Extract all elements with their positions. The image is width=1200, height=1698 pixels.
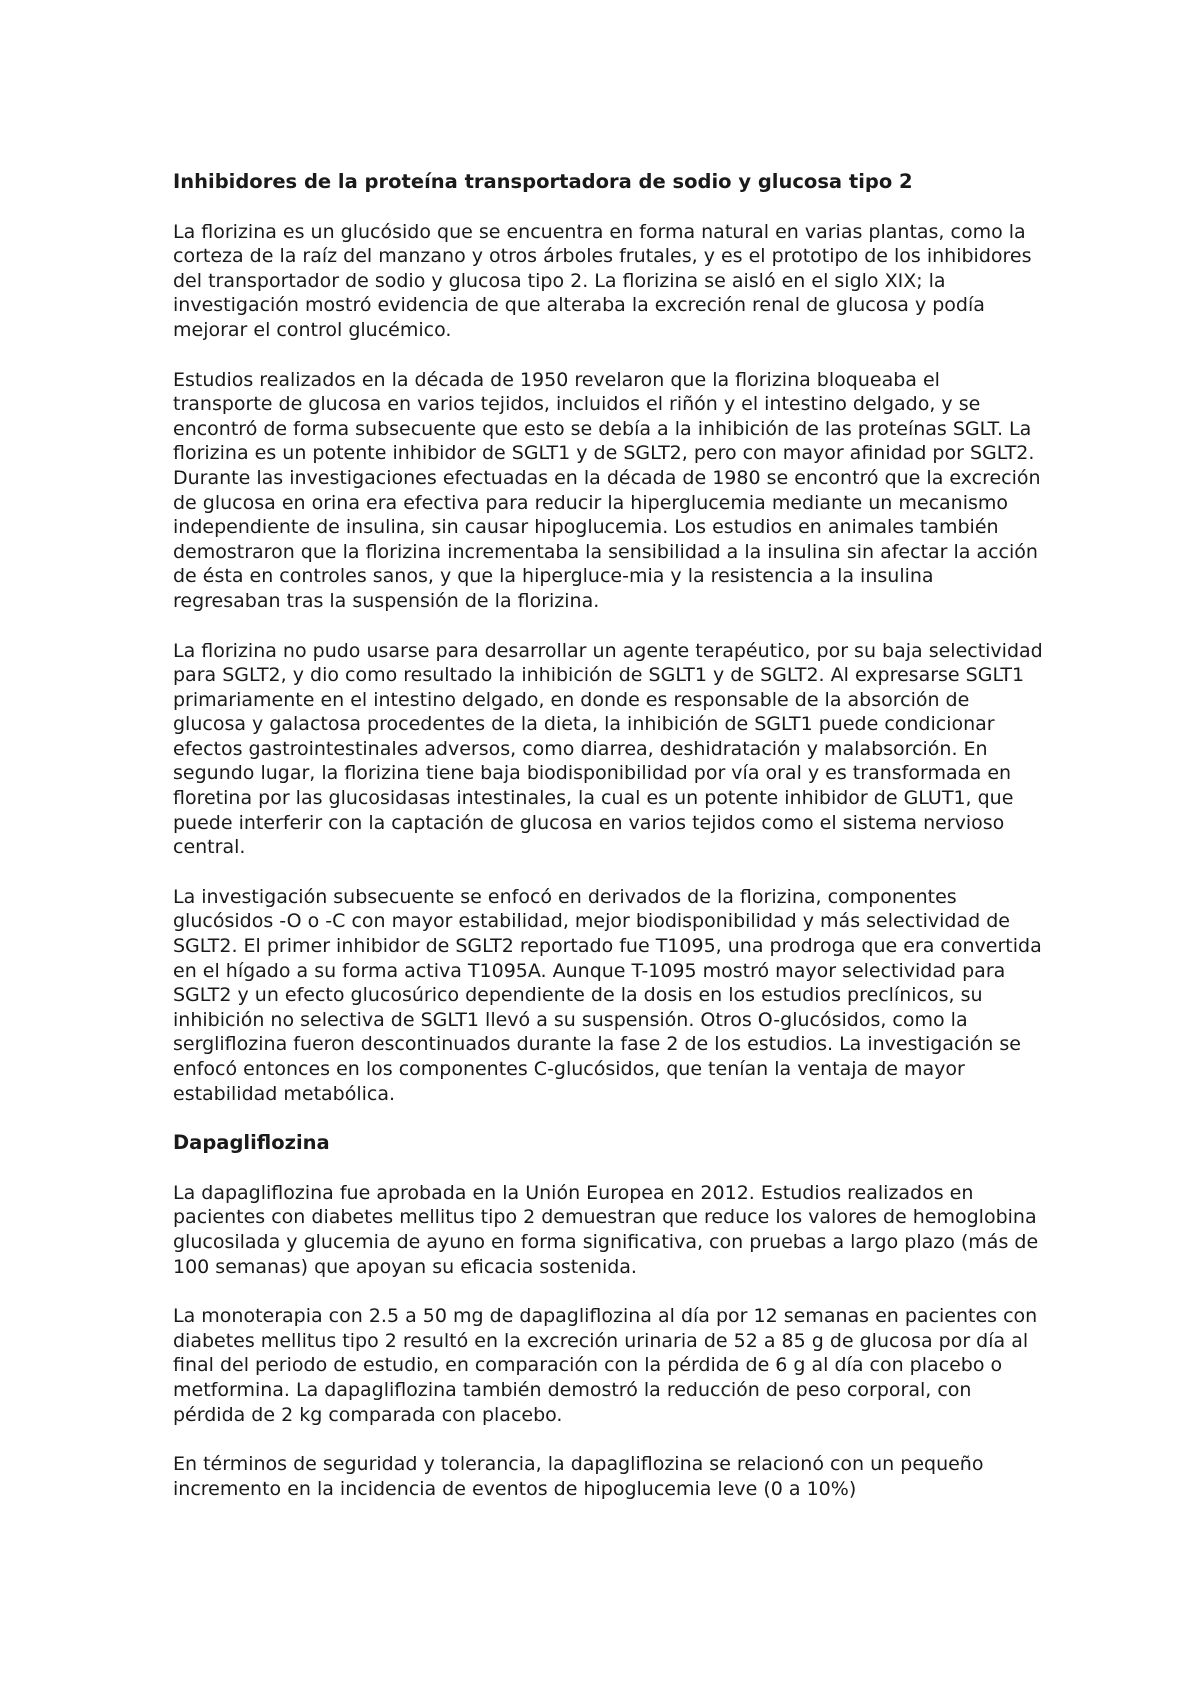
paragraph-dapagliflozina-approval: La dapagliflozina fue aprobada en la Unión Europea en 2012. Estudios realizados en pacientes con diabetes mellitus tipo 2 demuestran que reduce los valores de hemoglobina glucosilada y glucemia de ayuno en forma significativa, con pruebas a largo plazo (más de 100 semanas) que apoyan su eficacia sostenida. [173,1181,1039,1278]
section-heading-sglt2-inhibitors: Inhibidores de la proteína transportadora de sodio y glucosa tipo 2 [173,170,913,193]
paragraph-florizina-intro: La florizina es un glucósido que se encuentra en forma natural en varias plantas, como la corteza de la raíz del manzano y otros árboles frutales, y es el prototipo de los inhibidores del transportador de sodio y glucosa tipo 2. La florizina se aisló en el siglo XIX; la investigación mostró evidencia de que alteraba la excreción renal de glucosa y podía mejorar el control glucémico. [173,220,1032,341]
paragraph-dapagliflozina-safety: En términos de seguridad y tolerancia, la dapagliflozina se relacionó con un pequeño incremento en la incidencia de eventos de hipoglucemia leve (0 a 10%) [173,1453,984,1500]
paragraph-florizina-limitations: La florizina no pudo usarse para desarrollar un agente terapéutico, por su baja selectividad para SGLT2, y dio como resultado la inhibición de SGLT1 y de SGLT2. Al expresarse SGLT1 primariamente en el intestino delgado, en donde es responsable de la absorción de glucosa y galactosa procedentes de la dieta, la inhibición de SGLT1 puede condicionar efectos gastrointestinales adversos, como diarrea, deshidratación y malabsorción. En segundo lugar, la florizina tiene baja biodisponibilidad por vía oral y es transformada en floretina por las glucosidasas intestinales, la cual es un potente inhibidor de GLUT1, que puede interferir con la captación de glucosa en varios tejidos como el sistema nervioso central. [173,639,1043,859]
section-heading-dapagliflozina: Dapagliflozina [173,1131,330,1155]
document-page [173,170,1043,1526]
paragraph-studies-1950: Estudios realizados en la década de 1950 revelaron que la florizina bloqueaba el transporte de glucosa en varios tejidos, incluidos el riñón y el intestino delgado, y se encontró de forma subsecuente que esto se debía a la inhibición de las proteínas SGLT. La florizina es un potente inhibidor de SGLT1 y de SGLT2, pero con mayor afinidad por SGLT2. Durante las investigaciones efectuadas en la década de 1980 se encontró que la excreción de glucosa en orina era efectiva para reducir la hiperglucemia mediante un mecanismo independiente de insulina, sin causar hipoglucemia. Los estudios en animales también demostraron que la florizina incrementaba la sensibilidad a la insulina sin afectar la acción de ésta en controles sanos, y que la hipergluce-mia y la resistencia a la insulina regresaban tras la suspensión de la florizina. [173,368,1041,612]
paragraph-dapagliflozina-monotherapy: La monoterapia con 2.5 a 50 mg de dapagliflozina al día por 12 semanas en pacientes con diabetes mellitus tipo 2 resultó en la excreción urinaria de 52 a 85 g de glucosa por día al final del periodo de estudio, en comparación con la pérdida de 6 g al día con placebo o metformina. La dapagliflozina también demostró la reducción de peso corporal, con pérdida de 2 kg comparada con placebo. [173,1305,1038,1426]
paragraph-subsequent-research: La investigación subsecuente se enfocó en derivados de la florizina, componentes glucósidos -O o -C con mayor estabilidad, mejor biodisponibilidad y más selectividad de SGLT2. El primer inhibidor de SGLT2 reportado fue T1095, una prodroga que era convertida en el hígado a su forma activa T1095A. Aunque T-1095 mostró mayor selectividad para SGLT2 y un efecto glucosúrico dependiente de la dosis en los estudios preclínicos, su inhibición no selectiva de SGLT1 llevó a su suspensión. Otros O-glucósidos, como la sergliflozina fueron descontinuados durante la fase 2 de los estudios. La investigación se enfocó entonces en los componentes C-glucósidos, que tenían la ventaja de mayor estabilidad metabólica. [173,885,1042,1105]
